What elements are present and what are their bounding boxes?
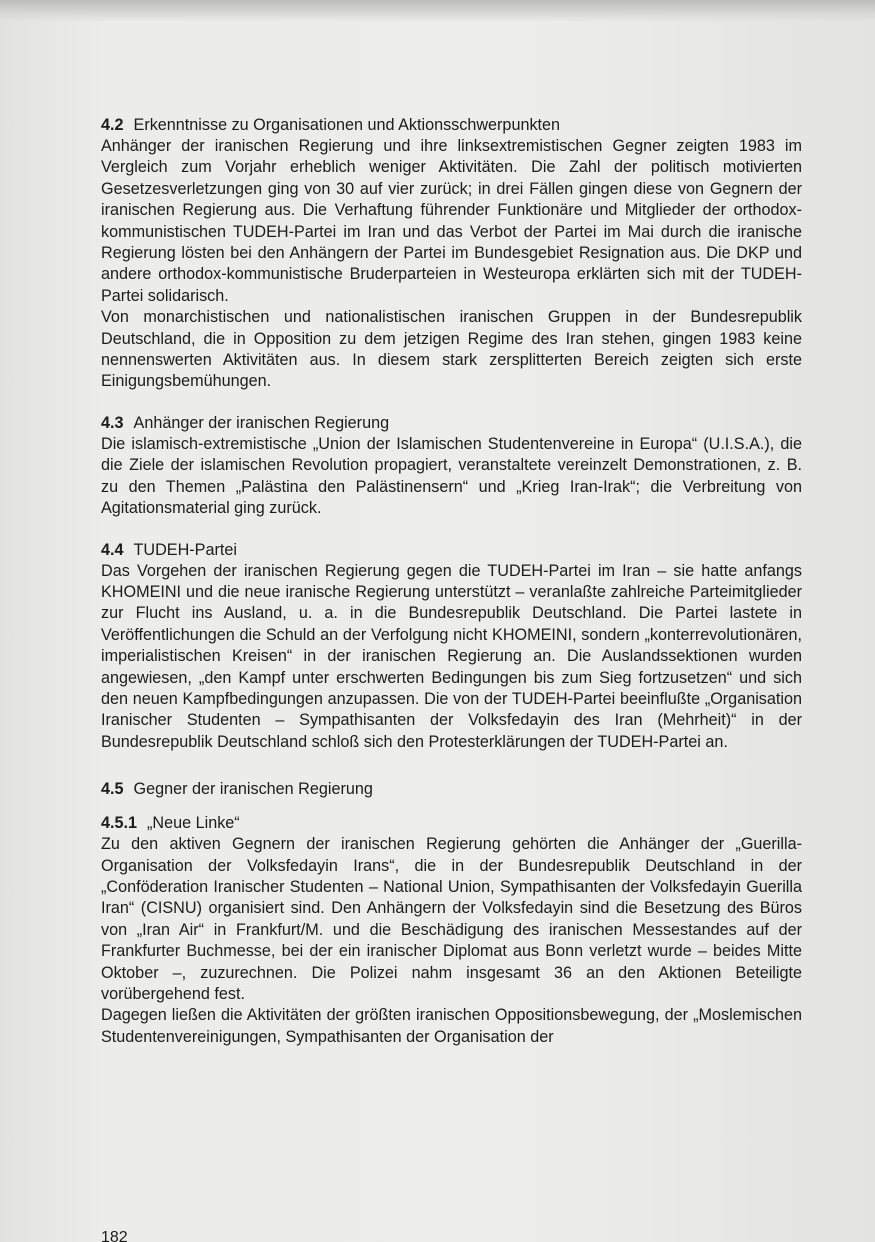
section-number: 4.2 bbox=[101, 116, 124, 134]
section-number: 4.4 bbox=[101, 540, 124, 559]
paragraph: Anhänger der iranischen Regierung und ihre linksextremistischen Gegner zeigten 1983 im Vergleich zum Vorjahr erheblich weniger Aktivitäten. Die Zahl der politisch motivierten Gesetzesverletzungen ging von 30 auf vier zurück; in drei Fällen gingen diese von Gegnern der iranischen Regierung aus. Die Verhaftung führender Funktionäre und Mitglieder der orthodox-kommunistischen TUDEH-Partei im Iran und das Verbot der Partei im Mai durch die iranische Regierung lösten bei den Anhängern der Partei im Bundesgebiet Resignation aus. Die DKP und andere orthodox-kommunistische Bruderparteien in Westeuropa erklärten sich mit der TUDEH-Partei solidarisch. bbox=[101, 137, 802, 305]
section-heading-4-4 bbox=[101, 540, 802, 561]
paragraph: Dagegen ließen die Aktivitäten der größten iranischen Oppositionsbewegung, der „Moslemischen Studentenvereinigungen, Sympathisanten der Organisation der bbox=[101, 1006, 802, 1046]
section-number: 4.5.1 bbox=[101, 814, 138, 833]
page-number: 182 bbox=[101, 1229, 128, 1242]
section-title: „Neue Linke“ bbox=[147, 814, 240, 833]
paragraph: Von monarchistischen und nationalistischen iranischen Gruppen in der Bundesrepublik Deutschland, die in Opposition zu dem jetzigen Regime des Iran stehen, gingen 1983 keine nennenswerten Aktivitäten aus. In diesem stark zersplitterten Bereich zeigten sich erste Einigungsbemühungen. bbox=[101, 308, 802, 391]
section-title: Gegner der iranischen Regierung bbox=[133, 780, 373, 799]
paragraph: Zu den aktiven Gegnern der iranischen Regierung gehörten die Anhänger der „Guerilla-Organisation der Volksfedayin Irans“, die in der Bundesrepublik Deutschland in der „Conföderation Iranischer Studenten – National Union, Sympathisanten der Volksfedayin Guerilla Iran“ (CISNU) organisiert sind. Den Anhängern der Volksfedayin sind die Besetzung des Büros von „Iran Air“ in Frankfurt/M. und die Beschädigung des iranischen Messestandes auf der Frankfurter Buchmesse, bei der ein iranischer Diplomat aus Bonn verletzt wurde – beides Mitte Oktober –, zuzurechnen. Die Polizei nahm insgesamt 36 an den Aktionen Beteiligte vorübergehend fest. bbox=[101, 835, 802, 1003]
section-heading-4-2 bbox=[101, 115, 802, 136]
page-content bbox=[101, 115, 802, 1048]
section-heading-4-3 bbox=[101, 413, 802, 434]
section-title: Anhänger der iranischen Regierung bbox=[133, 413, 390, 432]
paragraph: Das Vorgehen der iranischen Regierung gegen die TUDEH-Partei im Iran – sie hatte anfangs KHOMEINI und die neue iranische Regierung unterstützt – veranlaßte zahlreiche Parteimitglieder zur Flucht ins Ausland, u. a. in die Bundesrepublik Deutschland. Die Partei lastete in Veröffentlichungen die Schuld an der Verfolgung nicht KHOMEINI, sondern „konterrevolutionären, imperialistischen Kreisen“ in der iranischen Regierung an. Die Auslandssektionen wurden angewiesen, „den Kampf unter erschwerten Bedingungen bis zum Sieg fortzusetzen“ und sich den neuen Kampfbedingungen anzupassen. Die von der TUDEH-Partei beeinflußte „Organisation Iranischer Studenten – Sympathisanten der Volksfedayin des Iran (Mehrheit)“ in der Bundesrepublik Deutschland schloß sich den Protesterklärungen der TUDEH-Partei an. bbox=[101, 561, 802, 751]
section-title: Erkenntnisse zu Organisationen und Aktionsschwerpunkten bbox=[133, 116, 561, 134]
section-heading-4-5-1 bbox=[101, 813, 802, 834]
paragraph: Die islamisch-extremistische „Union der Islamischen Studentenvereine in Europa“ (U.I.S.A.), die die Ziele der islamischen Revolution propagiert, veranstaltete vereinzelt Demonstrationen, z. B. zu den Themen „Palästina den Palästinensern“ und „Krieg Iran-Irak“; die Verbreitung von Agitationsmaterial ging zurück. bbox=[101, 434, 802, 518]
section-number: 4.5 bbox=[101, 780, 124, 799]
section-title: TUDEH-Partei bbox=[133, 540, 237, 559]
section-heading-4-5 bbox=[101, 779, 802, 800]
section-number: 4.3 bbox=[101, 413, 124, 432]
